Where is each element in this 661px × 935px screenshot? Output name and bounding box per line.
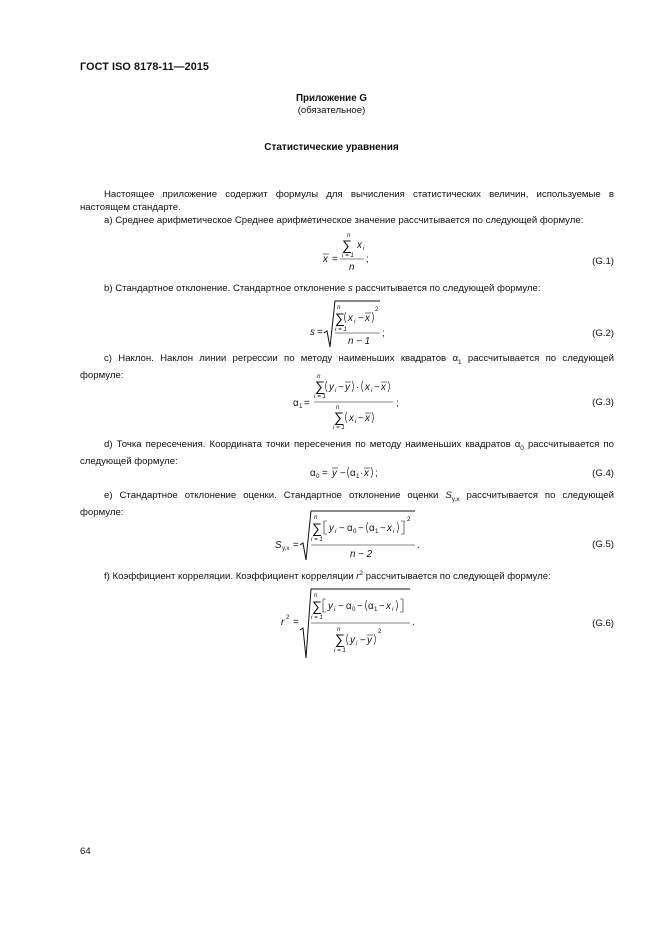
formula-g2 <box>308 300 388 353</box>
item-a-text: a) Среднее арифметическое Среднее арифметическое значение рассчитывается по следующей формуле: <box>104 215 584 226</box>
y-bar: y <box>332 468 337 479</box>
equals-sign: = <box>322 468 328 479</box>
minus-sign-1: − <box>339 523 345 534</box>
equals-sign: = <box>332 254 338 265</box>
alpha-1: α <box>350 468 356 479</box>
den-exponent-2: 2 <box>378 628 382 635</box>
denominator-n-minus-2: n − 2 <box>350 549 373 560</box>
den-sum-lower-i1: i = 1 <box>333 424 345 431</box>
left-bracket <box>324 521 327 534</box>
semicolon: ; <box>366 254 369 265</box>
left-paren <box>348 467 350 478</box>
formula-g5 <box>274 510 424 565</box>
alpha-0-subscript: 0 <box>352 606 356 613</box>
den-sum-upper-n: n <box>336 404 340 411</box>
appendix-subtitle: (обязательное) <box>297 105 366 116</box>
exponent-2: 2 <box>375 306 379 313</box>
den-y-subscript-i: i <box>356 640 358 647</box>
alpha-0-subscript: 0 <box>353 528 357 535</box>
formula-g6 <box>280 588 420 663</box>
den-minus-sign: − <box>360 635 366 646</box>
left-bracket <box>323 599 326 612</box>
x-bar: x <box>365 313 370 324</box>
sum-upper-n: n <box>314 514 318 521</box>
y-subscript-i: i <box>334 606 336 613</box>
sum-lower-i1: i = 1 <box>311 536 323 543</box>
minus-sign-3: − <box>380 523 386 534</box>
intro-paragraph: Настоящее приложение содержит формулы для вычисления статистических величин, используемые в настоящем стандарте. <box>80 189 614 213</box>
left-paren <box>367 522 369 533</box>
den-sum-symbol: ∑ <box>334 409 344 425</box>
sum-upper-n: n <box>347 232 351 239</box>
y-subscript-i: i <box>335 387 337 394</box>
right-paren <box>397 522 399 533</box>
item-e-post: рассчитывается по следующей формуле: <box>80 490 614 518</box>
num-sum-symbol: ∑ <box>312 598 322 614</box>
S-symbol: S <box>275 540 282 551</box>
y-i: y <box>329 382 334 393</box>
denominator-n-minus-1: n − 1 <box>348 336 371 347</box>
alpha-1: α <box>368 601 374 612</box>
minus-sign: − <box>358 313 364 324</box>
x-subscript-i: i <box>354 318 356 325</box>
alpha-subscript-1: 1 <box>299 403 303 410</box>
exponent-2: 2 <box>407 516 411 523</box>
x-bar: x <box>364 468 369 479</box>
minus-sign-x: − <box>374 382 380 393</box>
den-x-subscript-i: i <box>355 418 357 425</box>
document-header: ГОСТ ISO 8178-11—2015 <box>80 61 210 73</box>
minus-sign-y: − <box>338 382 344 393</box>
item-b-post: рассчитывается по следующей формуле: <box>352 283 541 294</box>
den-paren-open <box>346 412 348 423</box>
equals-sign: = <box>293 617 299 628</box>
x-subscript-i: i <box>392 606 394 613</box>
s-symbol: s <box>310 327 315 338</box>
item-f-var: r <box>356 571 360 583</box>
paren-open-y <box>326 381 328 392</box>
item-e-sub: y,x <box>451 495 460 503</box>
formula-g4 <box>309 462 389 485</box>
period: . <box>417 540 420 551</box>
sum-lower-i1: i = 1 <box>342 252 354 259</box>
y-i: y <box>329 523 334 534</box>
alpha-0: α <box>347 523 353 534</box>
den-x-bar: x <box>365 413 370 424</box>
sum-symbol: ∑ <box>312 520 322 536</box>
num-sum-upper-n: n <box>314 592 318 599</box>
sum-lower-i1: i = 1 <box>335 326 347 333</box>
den-sum-lower-i1: i = 1 <box>334 647 346 654</box>
alpha-subscript-0: 0 <box>316 473 320 480</box>
item-d-sub: 0 <box>520 444 524 452</box>
item-d-var: α <box>514 439 521 450</box>
equation-number-g4: (G.4) <box>592 468 614 479</box>
equation-number-g2: (G.2) <box>592 328 614 339</box>
equals-sign: = <box>293 540 299 551</box>
left-paren <box>366 600 368 611</box>
semicolon: ; <box>396 398 399 409</box>
denominator-n: n <box>349 262 355 273</box>
num-sum-upper-n: n <box>317 373 321 380</box>
x-i: x <box>348 313 353 324</box>
page-number: 64 <box>80 846 91 857</box>
item-b-text <box>80 282 614 295</box>
alpha-symbol: α <box>293 398 299 409</box>
den-sum-symbol: ∑ <box>335 631 345 647</box>
den-sum-upper-n: n <box>337 626 341 633</box>
item-d-pre: d) Точка пересечения. Координата точки пересечения по методу наименьших квадратов <box>104 439 515 450</box>
paren-close-x <box>388 381 390 392</box>
equals-sign: = <box>304 398 310 409</box>
item-e-var: S <box>445 490 452 501</box>
item-b-var: s <box>348 283 353 294</box>
sum-symbol: ∑ <box>335 310 345 326</box>
item-c-pre: c) Наклон. Наклон линии регрессии по методу наименьших квадратов <box>104 353 453 364</box>
x-i: x <box>357 240 362 251</box>
item-c-sub: 1 <box>457 358 462 366</box>
appendix-title: Приложение G <box>296 93 367 104</box>
equation-number-g6: (G.6) <box>592 618 614 629</box>
sum-symbol: ∑ <box>342 237 352 253</box>
den-paren-close <box>374 634 376 645</box>
right-bracket <box>401 521 404 534</box>
paren-close-y <box>352 381 354 392</box>
minus-sign: − <box>340 468 346 479</box>
x-i: x <box>386 601 391 612</box>
den-y-i: y <box>350 635 355 646</box>
item-f-post: рассчитывается по следующей формуле: <box>363 571 551 583</box>
equation-number-g5: (G.5) <box>592 539 614 550</box>
item-f-sup: 2 <box>359 570 364 577</box>
r-exponent-2: 2 <box>286 614 290 621</box>
paren-open-x <box>362 381 364 392</box>
equation-number-g3: (G.3) <box>592 397 614 408</box>
num-sum-lower-i1: i = 1 <box>311 614 323 621</box>
right-paren <box>372 312 374 323</box>
y-subscript-i: i <box>335 528 337 535</box>
minus-sign-1: − <box>338 601 344 612</box>
item-c-var: α <box>452 353 458 364</box>
item-f-text <box>80 567 614 583</box>
x-bar: x <box>381 382 386 393</box>
num-sum-symbol: ∑ <box>315 378 325 394</box>
x-bar: x <box>323 254 328 265</box>
item-c-post: рассчитывается по следующей формуле: <box>80 353 614 381</box>
appendix-heading: Статистические уравнения <box>264 142 399 153</box>
den-y-bar: y <box>367 635 372 646</box>
den-minus-sign: − <box>358 413 364 424</box>
right-paren <box>396 600 398 611</box>
x-i: x <box>387 523 392 534</box>
equals-sign: = <box>317 327 323 338</box>
x-subscript-i: i <box>371 387 373 394</box>
alpha-1-subscript: 1 <box>374 606 378 613</box>
alpha-1: α <box>369 523 375 534</box>
right-paren <box>371 467 373 478</box>
item-b-pre: b) Стандартное отклонение. Стандартное отклонение <box>104 283 349 294</box>
r-symbol: r <box>281 617 285 628</box>
x-subscript-i: i <box>393 528 395 535</box>
y-i: y <box>328 601 333 612</box>
x-subscript-i: i <box>363 245 365 252</box>
semicolon: ; <box>382 328 385 339</box>
minus-sign-3: − <box>379 601 385 612</box>
S-subscript-yx: y,x <box>282 545 290 552</box>
minus-sign-2: − <box>358 523 364 534</box>
y-bar: y <box>345 382 350 393</box>
num-sum-lower-i1: i = 1 <box>314 393 326 400</box>
alpha-0: α <box>346 601 352 612</box>
sum-upper-n: n <box>337 304 341 311</box>
alpha-1-subscript: 1 <box>356 473 360 480</box>
x-i: x <box>365 382 370 393</box>
alpha-1-subscript: 1 <box>375 528 379 535</box>
den-paren-close <box>372 412 374 423</box>
period: . <box>412 617 415 628</box>
multiply-dot: · <box>356 382 360 393</box>
formula-g3 <box>292 372 402 433</box>
item-f-pre: f) Коэффициент корреляции. Коэффициент корреляции <box>104 571 357 583</box>
item-e-pre: e) Стандартное отклонение оценки. Стандартное отклонение оценки <box>104 490 446 501</box>
den-x-i: x <box>349 413 354 424</box>
alpha-symbol: α <box>310 468 316 479</box>
formula-g1 <box>322 230 382 279</box>
den-paren-open <box>347 634 349 645</box>
item-d-post: рассчитывается по следующей формуле: <box>80 439 614 467</box>
minus-sign-2: − <box>357 601 363 612</box>
right-bracket <box>400 599 403 612</box>
semicolon: ; <box>375 468 378 479</box>
equation-number-g1: (G.1) <box>592 256 614 267</box>
multiply-dot: · <box>360 468 364 479</box>
